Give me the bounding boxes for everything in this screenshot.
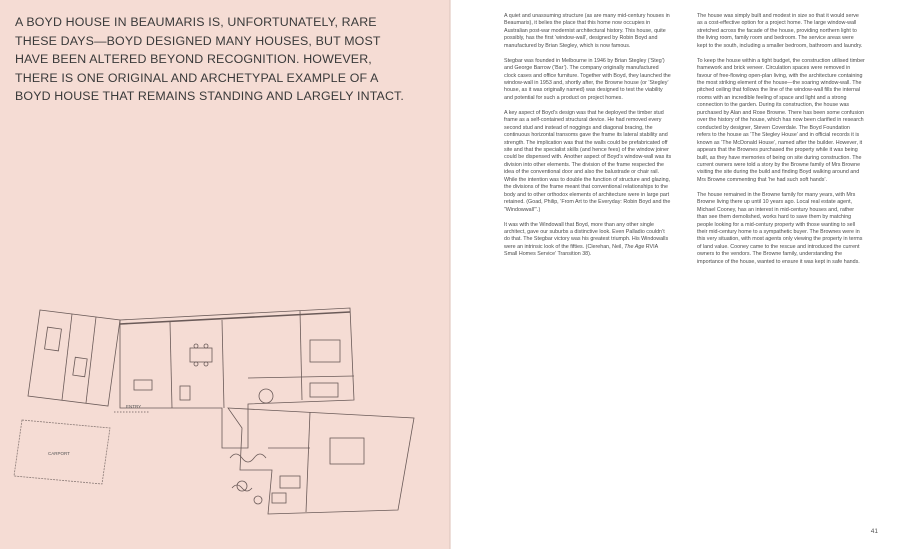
- paragraph: [504, 222, 672, 259]
- page-number: 41: [870, 528, 878, 535]
- citation-end: RVIA Small Homes Service’ Transition 38).: [504, 243, 658, 258]
- text-column-2: [697, 13, 865, 274]
- citation-italic: The Age: [624, 243, 645, 250]
- paragraph: A quiet and unassuming structure (as are many mid-century houses in Beaumaris), it belies the place that this home now occupies in Australian post-war modernist architectural history. This house, quite possibly, has the first ‘window-wall’, designed by Robin Boyd and manufactured by Brian Stegley, which is now famous.: [504, 13, 670, 49]
- right-page: [451, 0, 900, 549]
- paragraph: The house remained in the Browne family for many years, with Mrs Browne living there up until 10 years ago. Local real estate agent, Michael Cooney, has an interest in mid-century houses and, rather than see them demolished, works hard to save them by matching people looking for a mid-century property with those wanting to sell their mid-century home to a sympathetic buyer. The Brownes were in this very situation, with most agents only viewing the property in terms of land value. Cooney came to the rescue and introduced the current owners to the vendors. The Browne family, understanding the importance of the house, wanted to ensure it was kept in safe hands.: [697, 191, 863, 265]
- paragraph: To keep the house within a tight budget, the construction utilised timber framework and brick veneer. Circulation spaces were removed in favour of free-flowing open-plan living, with the architecture containing the most striking element of the house—the soaring window-wall. The pitched ceiling that follows the line of the window-wall fills the internal rooms with an incredible feeling of space and light and a strong connection to the garden. During its construction, the house was purchased by Alan and Rose Browne. There has been some confusion over the history of the house, which has now been clarified in research conducted by designer, Steven Coverdale. The Boyd Foundation refers to the house as ‘The Stegley House’ and in official records it is known as ‘The McDonald House’, named after the builder. However, it appears that the Brownes purchased the property while it was being built, as they have memories of being on site during construction. The current owners were told a story by the Browne family of Mrs Browne visiting the site during the build and finding Boyd walking around and Mrs Browne commenting that ‘he had such soft hands’.: [697, 57, 865, 183]
- intro-text: A BOYD HOUSE IN BEAUMARIS IS, UNFORTUNATELY, RARE THESE DAYS—BOYD DESIGNED MANY HOUSES, BUT MOST HAVE BEEN ALTERED BEYOND RECOGNITION. HOWEVER, THERE IS ONE ORIGINAL AND ARCHETYPAL EXAMPLE OF A BOYD HOUSE THAT REMAINS STANDING AND LARGELY INTACT.: [15, 15, 404, 104]
- paragraph: The house was simply built and modest in size so that it would serve as a cost-effective option for a project home. The large window-wall stretched across the facade of the house, providing northern light to the living room, family room and bedroom. The service areas were kept to the south, including a smaller bedroom, bathroom and laundry.: [697, 13, 863, 49]
- left-page: [0, 0, 449, 549]
- citation-text: It was with the Windowall that Boyd, more than any other single architect, gave our suburbs a distinctive look. Even Palladio couldn’t do that. The Stegbar victory was his greatest triumph. His Windowalls were an intrinsic look of the fifties. (Clerehan, Neil,: [504, 221, 669, 250]
- paragraph: Stegbar was founded in Melbourne in 1946 by Brian Stegley (‘Steg’) and George Barrow (‘Bar’). The company originally manufactured clock cases and office furniture. Together with Boyd, they launched the window-wall in 1953 and, shortly after, the Browne house (or ‘Stegley’ house, as it was originally named) was designed to test the viability and potential for such a product on project homes.: [504, 57, 671, 101]
- entry-label: ENTRY: [126, 404, 142, 409]
- carport-label: CARPORT: [48, 451, 70, 456]
- paragraph: A key aspect of Boyd’s design was that he deployed the timber stud frame as a self-contained structural device. He had removed every second stud and instead of noggings and diagonal bracing, the continuous horizontal transoms gave the frame its lateral stability and strength. The implication was that the walls could be prefabricated off site and that the specialist skills (and hence fees) of the window joiner could be dispensed with. Another aspect of Boyd’s window-wall was its division into other elements. The division of the frame respected the idea of the conventional door and also the balustrade or chair rail. While the intention was to double the function of structure and glazing, the divisions of the frame meant that conventional relationships to the body and to other orthodox elements of architecture were in large part retained. (Goad, Philip, ‘From Art to the Everyday: Robin Boyd and the “Windowwall”’.): [504, 109, 672, 213]
- floor-plan: [10, 288, 440, 544]
- text-column-1: [504, 13, 672, 266]
